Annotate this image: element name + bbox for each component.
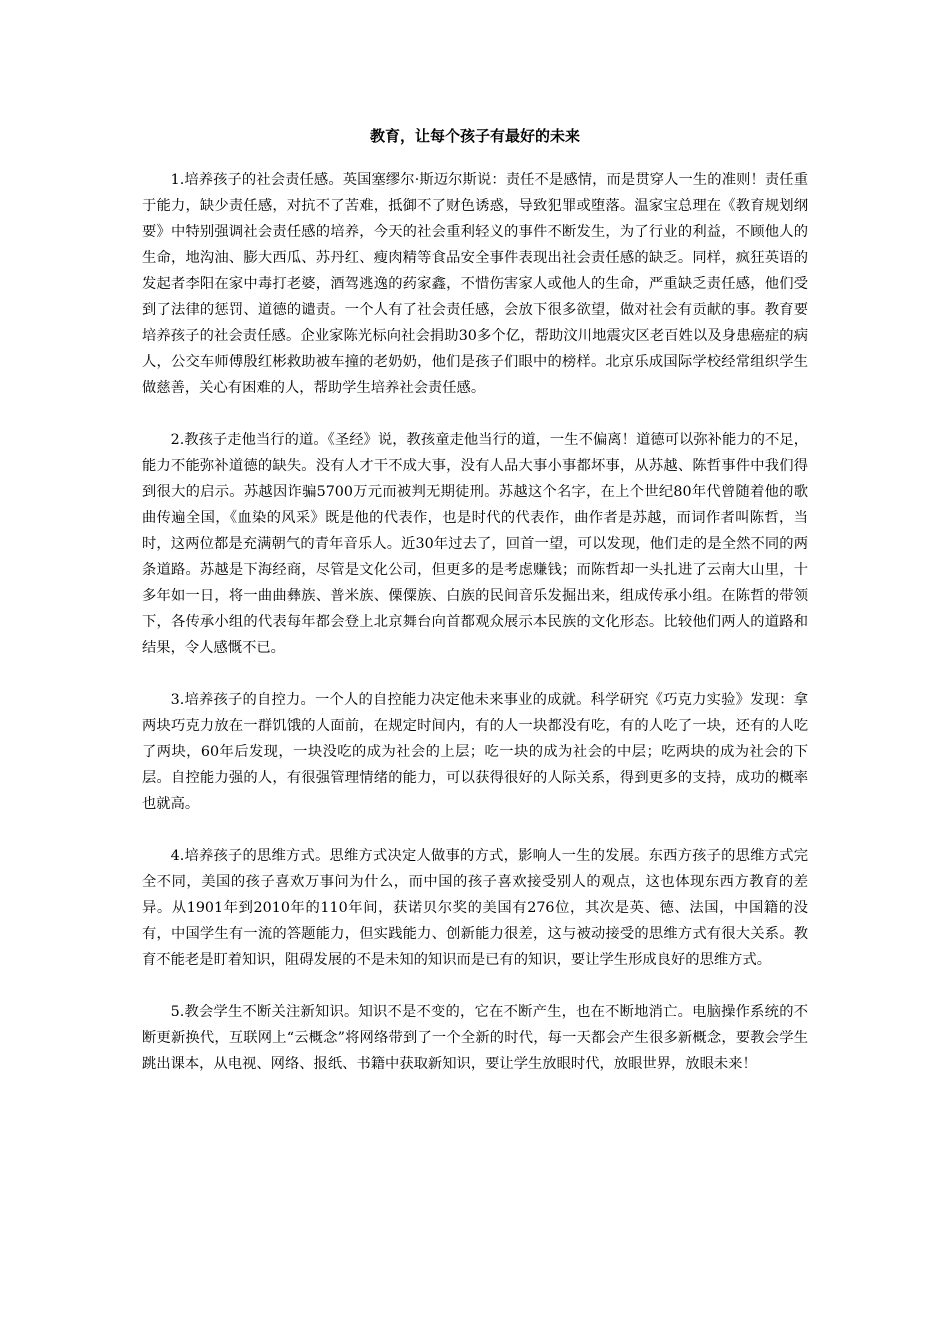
paragraph-1: 1.培养孩子的社会责任感。英国塞缪尔·斯迈尔斯说：责任不是感情，而是贯穿人一生的准则！责任重于能力，缺少责任感，对抗不了苦难，抵御不了财色诱惑，导致犯罪或堕落。温家宝总理在《教育规划纲要》中特别强调社会责任感的培养，今天的社会重利轻义的事件不断发生，为了行业的利益，不顾他人的生命，地沟油、膨大西瓜、苏丹红、瘦肉精等食品安全事件表现出社会责任感的缺乏。同样，疯狂英语的发起者李阳在家中毒打老婆，酒驾逃逸的药家鑫，不惜伤害家人或他人的生命，严重缺乏责任感，他们受到了法律的惩罚、道德的谴责。一个人有了社会责任感，会放下很多欲望，做对社会有贡献的事。教育要培养孩子的社会责任感。企业家陈光标向社会捐助30多个亿，帮助汶川地震灾区老百姓以及身患癌症的病人，公交车师傅殷红彬救助被车撞的老奶奶，他们是孩子们眼中的榜样。北京乐成国际学校经常组织学生做慈善，关心有困难的人，帮助学生培养社会责任感。: [142, 172, 808, 396]
document-title: 教育，让每个孩子有最好的未来: [369, 127, 580, 145]
paragraph-2: 2.教孩子走他当行的道。《圣经》说，教孩童走他当行的道，一生不偏离！道德可以弥补能力的不足，能力不能弥补道德的缺失。没有人才干不成大事，没有人品大事小事都坏事，从苏越、陈哲事件中我们得到很大的启示。苏越因诈骗5700万元而被判无期徒刑。苏越这个名字，在上个世纪80年代曾随着他的歌曲传遍全国，《血染的风采》既是他的代表作，也是时代的代表作，曲作者是苏越，而词作者叫陈哲，当时，这两位都是充满朝气的青年音乐人。近30年过去了，回首一望，可以发现，他们走的是全然不同的两条道路。苏越是下海经商，尽管是文化公司，但更多的是考虑赚钱；而陈哲却一头扎进了云南大山里，十多年如一日，将一曲曲彝族、普米族、傈僳族、白族的民间音乐发掘出来，组成传承小组。在陈哲的带领下，各传承小组的代表每年都会登上北京舞台向首都观众展示本民族的文化形态。比较他们两人的道路和结果，令人感慨不已。: [142, 432, 808, 656]
document-body: [142, 167, 808, 1103]
paragraph-3: 3.培养孩子的自控力。一个人的自控能力决定他未来事业的成就。科学研究《巧克力实验》发现：拿两块巧克力放在一群饥饿的人面前，在规定时间内，有的人一块都没有吃，有的人吃了一块，还有的人吃了两块，60年后发现，一块没吃的成为社会的上层；吃一块的成为社会的中层；吃两块的成为社会的下层。自控能力强的人，有很强管理情绪的能力，可以获得很好的人际关系，得到更多的支持，成功的概率也就高。: [142, 692, 808, 812]
paragraph-5: 5.教会学生不断关注新知识。知识不是不变的，它在不断产生，也在不断地消亡。电脑操作系统的不断更新换代，互联网上“云概念”将网络带到了一个全新的时代，每一天都会产生很多新概念，要教会学生跳出课本，从电视、网络、报纸、书籍中获取新知识，要让学生放眼时代，放眼世界，放眼未来！: [142, 1004, 808, 1072]
paragraph-4: 4.培养孩子的思维方式。思维方式决定人做事的方式，影响人一生的发展。东西方孩子的思维方式完全不同，美国的孩子喜欢万事问为什么，而中国的孩子喜欢接受别人的观点，这也体现东西方教育的差异。从1901年到2010年的110年间，获诺贝尔奖的美国有276位，其次是英、德、法国，中国籍的没有，中国学生有一流的答题能力，但实践能力、创新能力很差，这与被动接受的思维方式有很大关系。教育不能老是盯着知识，阻碍发展的不是未知的知识而是已有的知识，要让学生形成良好的思维方式。: [142, 848, 808, 968]
